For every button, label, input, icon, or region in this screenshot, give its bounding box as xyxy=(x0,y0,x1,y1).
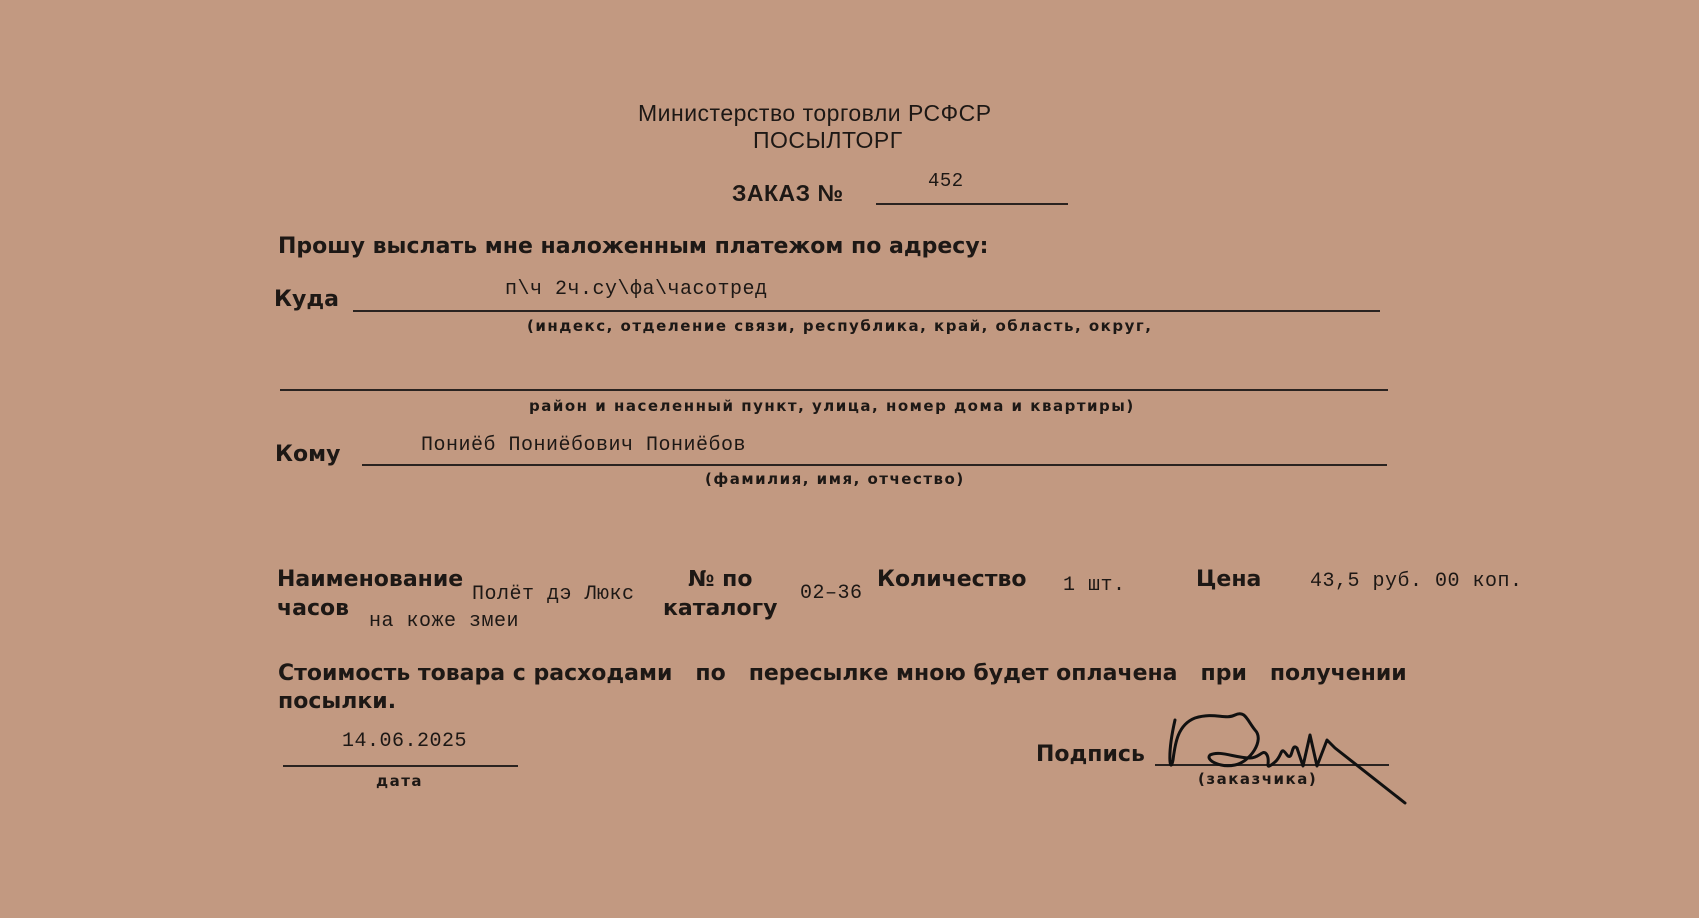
order-number: 452 xyxy=(928,170,964,192)
item-name-label-1: Наименование xyxy=(277,567,464,592)
organization-title: ПОСЫЛТОРГ xyxy=(753,127,903,153)
payment-note-1: Стоимость товара с расходами по пересылке мною будет оплачена при получении xyxy=(278,661,1407,686)
address-line-1 xyxy=(353,310,1380,312)
recipient-line xyxy=(362,464,1387,466)
order-label: ЗАКАЗ № xyxy=(732,180,844,206)
ministry-title: Министерство торговли РСФСР xyxy=(638,100,992,126)
quantity-value: 1 шт. xyxy=(1063,574,1126,597)
price-label: Цена xyxy=(1196,567,1262,592)
catalog-value: 02–36 xyxy=(800,582,863,605)
address-caption-1: (индекс, отделение связи, республика, край, область, округ, xyxy=(527,317,1153,335)
recipient-caption: (фамилия, имя, отчество) xyxy=(705,470,965,488)
date-caption: дата xyxy=(376,772,424,790)
signature-caption: (заказчика) xyxy=(1198,770,1318,788)
catalog-label-1: № по xyxy=(688,567,753,592)
date-value: 14.06.2025 xyxy=(342,730,468,753)
address-line-2 xyxy=(280,389,1388,391)
item-name-value-1: Полёт дэ Люкс xyxy=(472,583,635,606)
price-value: 43,5 руб. 00 коп. xyxy=(1310,570,1523,593)
recipient-label: Кому xyxy=(275,442,341,467)
request-text: Прошу выслать мне наложенным платежом по адресу: xyxy=(278,234,989,259)
item-name-label-2: часов xyxy=(277,596,350,621)
recipient-value: Пониёб Пониёбович Пониёбов xyxy=(421,434,747,457)
date-line xyxy=(283,765,518,767)
signature-scribble xyxy=(1155,700,1455,830)
payment-note-2: посылки. xyxy=(278,689,397,714)
address-value: п\ч 2ч.су\фа\часотред xyxy=(505,278,768,301)
order-number-line xyxy=(876,203,1068,205)
address-caption-2: район и населенный пункт, улица, номер дома и квартиры) xyxy=(529,397,1135,415)
address-label: Куда xyxy=(274,287,339,312)
quantity-label: Количество xyxy=(877,567,1027,592)
signature-label: Подпись xyxy=(1036,742,1145,767)
catalog-label-2: каталогу xyxy=(663,596,778,621)
item-name-value-2: на коже змеи xyxy=(369,610,520,633)
